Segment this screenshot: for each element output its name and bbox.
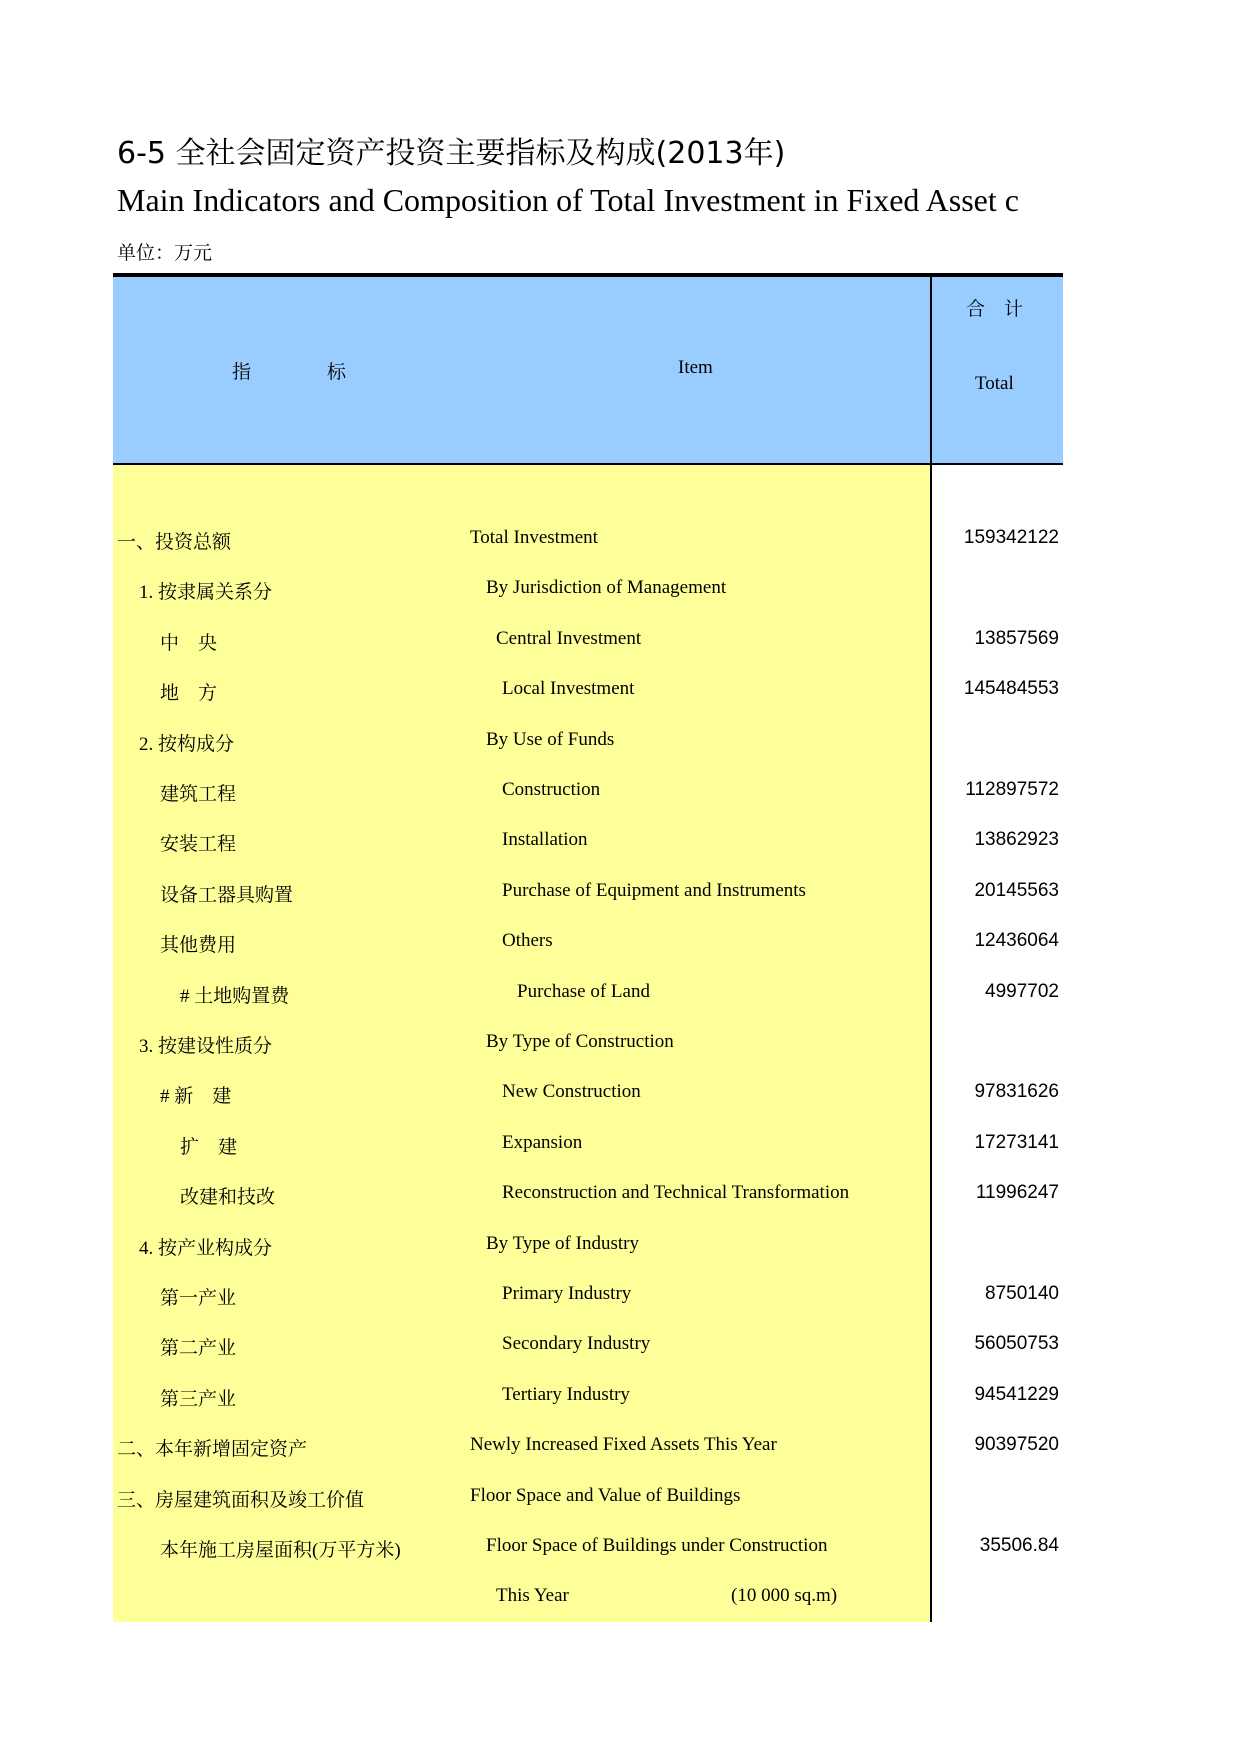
row-total-value: 17273141 bbox=[974, 1131, 1059, 1153]
table-row bbox=[0, 1434, 1240, 1484]
header-item: Item bbox=[678, 357, 713, 378]
row-item-en: By Type of Construction bbox=[486, 1031, 674, 1052]
row-item-en: By Use of Funds bbox=[486, 728, 615, 750]
table-row bbox=[0, 527, 1240, 577]
table-row bbox=[0, 628, 1240, 678]
row-indicator-cn: 扩 建 bbox=[180, 1136, 238, 1158]
table-row bbox=[0, 729, 1240, 779]
row-item-en: Central Investment bbox=[496, 627, 642, 649]
table-row bbox=[0, 1283, 1240, 1333]
row-indicator-cn: # 新 建 bbox=[160, 1086, 232, 1108]
row-item-en: Others bbox=[502, 930, 553, 952]
row-indicator-cn: 4. 按产业构成分 bbox=[139, 1237, 273, 1259]
row-item-en: Purchase of Land bbox=[517, 980, 650, 1002]
table-row bbox=[0, 678, 1240, 728]
row-indicator-cn: 第三产业 bbox=[160, 1388, 237, 1410]
table-row bbox=[0, 1081, 1240, 1131]
table-row bbox=[0, 779, 1240, 829]
page-subtitle: Main Indicators and Composition of Total Investment in Fixed Asset c bbox=[117, 182, 1019, 218]
row-item-en: Purchase of Equipment and Instruments bbox=[502, 879, 806, 901]
table-row bbox=[0, 829, 1240, 879]
row-indicator-cn: 建筑工程 bbox=[160, 784, 237, 805]
row-indicator-cn: 三、房屋建筑面积及竣工价值 bbox=[117, 1489, 365, 1511]
row-indicator-cn: 3. 按建设性质分 bbox=[139, 1036, 273, 1057]
table-row bbox=[0, 1384, 1240, 1434]
table-row bbox=[0, 1535, 1240, 1585]
row-indicator-cn: 地 方 bbox=[160, 683, 218, 705]
table-header bbox=[113, 277, 1063, 465]
row-indicator-cn: # 土地购置费 bbox=[180, 985, 290, 1007]
table-row bbox=[0, 1233, 1240, 1283]
row-item-en: Newly Increased Fixed Assets This Year bbox=[470, 1434, 777, 1456]
table-row bbox=[0, 1031, 1240, 1081]
row-item-en: Floor Space and Value of Buildings bbox=[470, 1484, 741, 1506]
row-indicator-cn: 本年施工房屋面积(万平方米) bbox=[160, 1540, 401, 1561]
row-indicator-cn: 设备工器具购置 bbox=[160, 884, 294, 906]
table-row bbox=[0, 1132, 1240, 1182]
table-row bbox=[0, 1182, 1240, 1232]
row-item-en: New Construction bbox=[502, 1081, 641, 1103]
header-total-en: Total bbox=[975, 373, 1014, 394]
row-item-en: Construction bbox=[502, 779, 601, 800]
row-total-value: 13857569 bbox=[974, 627, 1059, 649]
row-item-en-unit: (10 000 sq.m) bbox=[731, 1585, 838, 1607]
row-item-en: This Year bbox=[496, 1585, 569, 1607]
row-total-value: 20145563 bbox=[974, 879, 1059, 901]
row-total-value: 97831626 bbox=[974, 1081, 1059, 1103]
row-total-value: 90397520 bbox=[974, 1434, 1059, 1456]
row-indicator-cn: 2. 按构成分 bbox=[139, 733, 235, 755]
row-total-value: 35506.84 bbox=[979, 1535, 1059, 1556]
row-item-en: Expansion bbox=[502, 1131, 583, 1153]
row-indicator-cn: 安装工程 bbox=[160, 834, 237, 856]
row-item-en: By Type of Industry bbox=[486, 1232, 639, 1254]
row-total-value: 145484553 bbox=[963, 678, 1059, 700]
unit-label: 单位：万元 bbox=[117, 243, 213, 264]
row-total-value: 112897572 bbox=[965, 779, 1059, 800]
row-total-value: 13862923 bbox=[974, 829, 1059, 851]
row-total-value: 94541229 bbox=[974, 1383, 1059, 1405]
row-indicator-cn: 1. 按隶属关系分 bbox=[139, 582, 273, 604]
row-total-value: 8750140 bbox=[985, 1283, 1059, 1304]
row-total-value: 159342122 bbox=[963, 527, 1059, 548]
table-row bbox=[0, 981, 1240, 1031]
table-row bbox=[0, 930, 1240, 980]
header-indicator-cn-2: 标 bbox=[327, 362, 347, 383]
row-item-en: Tertiary Industry bbox=[502, 1383, 630, 1405]
table-row bbox=[0, 1585, 1240, 1635]
page-title: 6-5 全社会固定资产投资主要指标及构成(2013年) bbox=[117, 136, 786, 171]
row-item-en: Installation bbox=[502, 829, 588, 851]
row-indicator-cn: 其他费用 bbox=[160, 935, 237, 957]
row-item-en: Primary Industry bbox=[502, 1283, 632, 1304]
table-row bbox=[0, 1333, 1240, 1383]
row-indicator-cn: 中 央 bbox=[160, 632, 218, 654]
row-item-en: By Jurisdiction of Management bbox=[486, 577, 727, 599]
header-indicator-cn-1: 指 bbox=[232, 362, 252, 383]
table-row bbox=[0, 1485, 1240, 1535]
row-total-value: 11996247 bbox=[975, 1182, 1059, 1204]
row-indicator-cn: 二、本年新增固定资产 bbox=[117, 1439, 308, 1461]
header-total-cn: 合 计 bbox=[966, 299, 1024, 320]
table-row bbox=[0, 577, 1240, 627]
row-item-en: Floor Space of Buildings under Construction bbox=[486, 1535, 828, 1556]
row-total-value: 56050753 bbox=[974, 1333, 1059, 1355]
row-indicator-cn: 一、投资总额 bbox=[117, 532, 232, 553]
row-item-en: Reconstruction and Technical Transformation bbox=[502, 1182, 850, 1204]
row-indicator-cn: 第二产业 bbox=[160, 1338, 237, 1360]
row-total-value: 12436064 bbox=[974, 930, 1059, 952]
table-row bbox=[0, 880, 1240, 930]
row-indicator-cn: 改建和技改 bbox=[180, 1187, 276, 1209]
row-item-en: Total Investment bbox=[470, 527, 598, 548]
row-total-value: 4997702 bbox=[985, 980, 1059, 1002]
row-item-en: Secondary Industry bbox=[502, 1333, 651, 1355]
row-item-en: Local Investment bbox=[502, 678, 635, 700]
row-indicator-cn: 第一产业 bbox=[160, 1288, 237, 1309]
